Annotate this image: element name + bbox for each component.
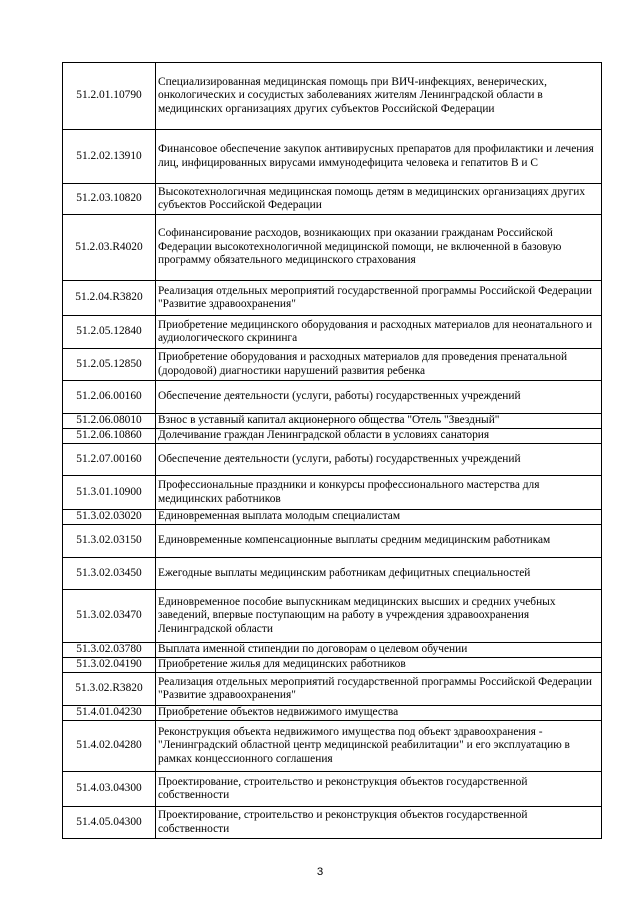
description-cell: Обеспечение деятельности (услуги, работы) государственных учреждений <box>156 444 602 476</box>
code-cell: 51.2.07.00160 <box>63 444 156 476</box>
description-cell: Ежегодные выплаты медицинским работникам дефицитных специальностей <box>156 558 602 590</box>
description-cell: Проектирование, строительство и реконструкция объектов государственной собственности <box>156 772 602 807</box>
description-cell: Реконструкция объекта недвижимого имущества под объект здравоохранения - "Ленинградский областной центр медицинской реабилитации" и его эксплуатацию в рамках концессионного соглашения <box>156 721 602 772</box>
table-row <box>63 476 602 510</box>
table-row <box>63 590 602 643</box>
table-row <box>63 130 602 184</box>
code-cell: 51.2.06.10860 <box>63 429 156 444</box>
code-cell: 51.3.02.03020 <box>63 510 156 525</box>
code-cell: 51.3.01.10900 <box>63 476 156 510</box>
table-row <box>63 444 602 476</box>
description-cell: Обеспечение деятельности (услуги, работы) государственных учреждений <box>156 381 602 414</box>
page-number: 3 <box>316 866 324 878</box>
description-cell: Реализация отдельных мероприятий государственной программы Российской Федерации "Развитие здравоохранения" <box>156 281 602 316</box>
code-cell: 51.4.03.04300 <box>63 772 156 807</box>
code-cell: 51.3.02.03780 <box>63 643 156 658</box>
table-row <box>63 643 602 658</box>
code-cell: 51.4.01.04230 <box>63 706 156 721</box>
budget-codes-table <box>62 62 602 839</box>
description-cell: Приобретение медицинского оборудования и расходных материалов для неонатального и аудиологического скрининга <box>156 316 602 349</box>
table-row <box>63 414 602 429</box>
table-row <box>63 510 602 525</box>
code-cell: 51.2.06.00160 <box>63 381 156 414</box>
description-cell: Финансовое обеспечение закупок антивирусных препаратов для профилактики и лечения лиц, инфицированных вирусами иммунодефицита человека и гепатитов В и С <box>156 130 602 184</box>
table-row <box>63 673 602 706</box>
table-row <box>63 381 602 414</box>
table-row <box>63 658 602 673</box>
code-cell: 51.2.06.08010 <box>63 414 156 429</box>
code-cell: 51.4.02.04280 <box>63 721 156 772</box>
description-cell: Взнос в уставный капитал акционерного общества "Отель "Звездный" <box>156 414 602 429</box>
table-row <box>63 63 602 130</box>
description-cell: Единовременное пособие выпускникам медицинских высших и средних учебных заведений, впервые поступающим на работу в учреждения здравоохранения Ленинградской области <box>156 590 602 643</box>
table-row <box>63 184 602 215</box>
code-cell: 51.3.02.03150 <box>63 525 156 558</box>
code-cell: 51.2.03.10820 <box>63 184 156 215</box>
table-row <box>63 316 602 349</box>
description-cell: Единовременная выплата молодым специалистам <box>156 510 602 525</box>
code-cell: 51.4.05.04300 <box>63 807 156 839</box>
code-cell: 51.2.05.12840 <box>63 316 156 349</box>
description-cell: Приобретение жилья для медицинских работников <box>156 658 602 673</box>
code-cell: 51.2.02.13910 <box>63 130 156 184</box>
description-cell: Специализированная медицинская помощь при ВИЧ-инфекциях, венерических, онкологических и сосудистых заболеваниях жителям Ленинградской области в медицинских организациях других субъектов Российской Федерации <box>156 63 602 130</box>
description-cell: Реализация отдельных мероприятий государственной программы Российской Федерации "Развитие здравоохранения" <box>156 673 602 706</box>
code-cell: 51.3.02.03470 <box>63 590 156 643</box>
description-cell: Долечивание граждан Ленинградской области в условиях санатория <box>156 429 602 444</box>
code-cell: 51.2.01.10790 <box>63 63 156 130</box>
description-cell: Проектирование, строительство и реконструкция объектов государственной собственности <box>156 807 602 839</box>
code-cell: 51.3.02.03450 <box>63 558 156 590</box>
table-row <box>63 349 602 381</box>
table-row <box>63 281 602 316</box>
table-row <box>63 706 602 721</box>
description-cell: Софинансирование расходов, возникающих при оказании гражданам Российской Федерации высокотехнологичной медицинской помощи, не включенной в базовую программу обязательного медицинского страхования <box>156 215 602 281</box>
table-row <box>63 721 602 772</box>
table-row <box>63 807 602 839</box>
description-cell: Единовременные компенсационные выплаты средним медицинским работникам <box>156 525 602 558</box>
description-cell: Выплата именной стипендии по договорам о целевом обучении <box>156 643 602 658</box>
description-cell: Высокотехнологичная медицинская помощь детям в медицинских организациях других субъектов Российской Федерации <box>156 184 602 215</box>
code-cell: 51.2.04.R3820 <box>63 281 156 316</box>
code-cell: 51.3.02.04190 <box>63 658 156 673</box>
table-row <box>63 429 602 444</box>
code-cell: 51.2.03.R4020 <box>63 215 156 281</box>
table-row <box>63 772 602 807</box>
description-cell: Профессиональные праздники и конкурсы профессионального мастерства для медицинских работников <box>156 476 602 510</box>
code-cell: 51.3.02.R3820 <box>63 673 156 706</box>
table-row <box>63 558 602 590</box>
table-row <box>63 215 602 281</box>
description-cell: Приобретение оборудования и расходных материалов для проведения пренатальной (дородовой) диагностики нарушений развития ребенка <box>156 349 602 381</box>
code-cell: 51.2.05.12850 <box>63 349 156 381</box>
table-row <box>63 525 602 558</box>
description-cell: Приобретение объектов недвижимого имущества <box>156 706 602 721</box>
